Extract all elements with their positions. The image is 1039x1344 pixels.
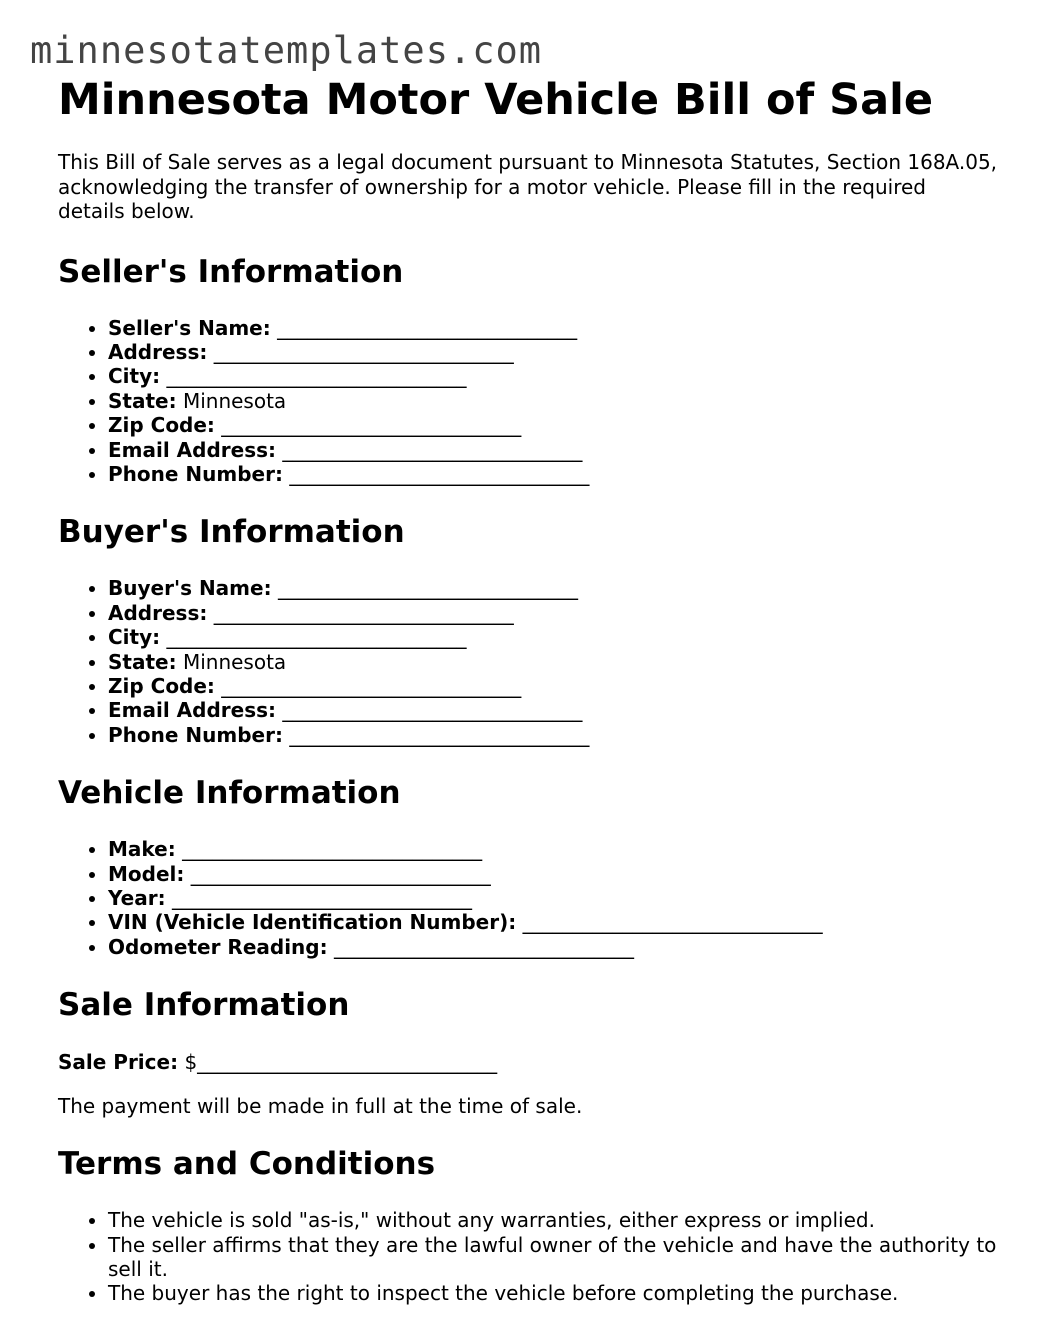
field-value: ______________________________ [333,934,634,959]
buyer-fields-list [58,576,998,747]
field-label: State: [108,649,177,674]
field-value: ______________________________ [190,861,491,886]
sale-price-field [58,1050,998,1074]
vehicle-year-field [108,886,998,910]
terms-list [58,1208,998,1306]
field-label: Email Address: [108,698,277,723]
seller-zip-field [108,413,998,437]
buyer-city-field [108,625,998,649]
vehicle-fields-list [58,837,998,959]
buyer-email-field [108,698,998,722]
field-label: State: [108,388,177,413]
field-label: Make: [108,837,176,862]
field-label: Phone Number: [108,722,283,747]
field-label: City: [108,364,161,389]
sale-section-heading: Sale Information [58,987,350,1024]
vehicle-model-field [108,862,998,886]
terms-section-heading: Terms and Conditions [58,1146,436,1183]
field-label: Zip Code: [108,413,215,438]
seller-fields-list [58,316,998,487]
seller-name-field [108,316,998,340]
field-value: ______________________________ [166,364,467,389]
field-value: ______________________________ [289,461,590,486]
seller-phone-field [108,462,998,486]
buyer-address-field [108,601,998,625]
site-watermark: minnesotatemplates.com [30,29,543,72]
seller-address-field [108,340,998,364]
field-label: City: [108,625,161,650]
field-value: ______________________________ [277,315,578,340]
seller-state-field [108,389,998,413]
field-value: ______________________________ [213,600,514,625]
field-label: Address: [108,600,208,625]
seller-email-field [108,438,998,462]
terms-item: • The vehicle is sold "as-is," without any warranties, either express or implied. [108,1208,998,1232]
field-value: ______________________________ [171,886,472,910]
terms-item: • The seller affirms that they are the lawful owner of the vehicle and have the authority to sell it. [108,1233,998,1282]
seller-city-field [108,364,998,388]
field-label: Email Address: [108,437,277,462]
field-value: Minnesota [182,388,287,413]
field-value: ______________________________ [282,698,583,723]
field-label: VIN (Vehicle Identification Number): [108,910,517,935]
field-label: Odometer Reading: [108,934,328,959]
terms-item: • The buyer has the right to inspect the vehicle before completing the purchase. [108,1281,998,1305]
field-label: Seller's Name: [108,315,271,340]
field-label: Year: [108,886,166,910]
vehicle-section-heading: Vehicle Information [58,775,401,812]
buyer-name-field [108,576,998,600]
field-label: Model: [108,861,185,886]
field-value: ______________________________ [282,437,583,462]
field-value: ______________________________ [221,413,522,438]
payment-note: The payment will be made in full at the time of sale. [58,1094,583,1119]
buyer-state-field [108,650,998,674]
field-value: ______________________________ [213,339,514,364]
intro-paragraph: This Bill of Sale serves as a legal document pursuant to Minnesota Statutes, Section 168A.05, acknowledging the transfer of ownership for a motor vehicle. Please fill in the required details below. [58,150,998,223]
buyer-phone-field [108,723,998,747]
seller-section-heading: Seller's Information [58,253,404,290]
field-label: Address: [108,339,208,364]
vehicle-odometer-field [108,935,998,959]
field-value: Minnesota [182,649,287,674]
field-label: Buyer's Name: [108,576,272,601]
field-value: ______________________________ [166,625,467,650]
document-body [58,76,998,1306]
field-value: ______________________________ [522,910,823,935]
field-value: ______________________________ [289,722,590,747]
document-title: Minnesota Motor Vehicle Bill of Sale [58,75,934,125]
field-label: Sale Price: [58,1050,179,1075]
field-value: ______________________________ [182,837,483,862]
vehicle-vin-field [108,910,998,934]
field-value: ______________________________ [221,673,522,698]
field-label: Zip Code: [108,673,215,698]
vehicle-make-field [108,837,998,861]
buyer-section-heading: Buyer's Information [58,514,405,551]
field-label: Phone Number: [108,461,283,486]
field-value: ______________________________ [277,576,578,601]
buyer-zip-field [108,674,998,698]
field-value: $______________________________ [184,1050,498,1075]
